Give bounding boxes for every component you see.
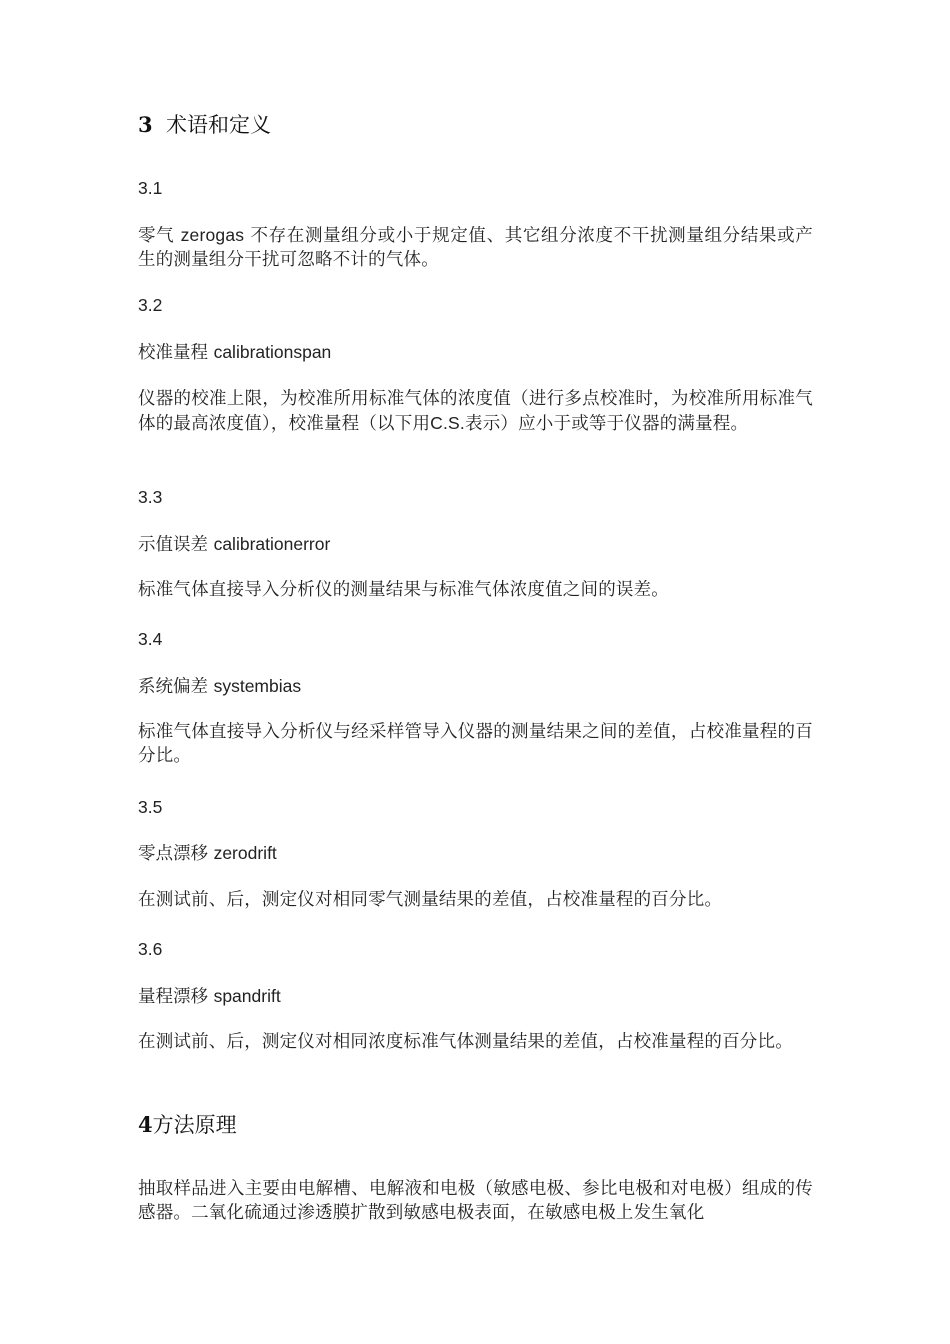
term-name-en: calibrationspan xyxy=(213,342,332,362)
term-name-zh: 系统偏差 xyxy=(138,677,208,697)
abbreviation: C.S. xyxy=(430,413,465,433)
term-name-zh: 量程漂移 xyxy=(138,987,208,1007)
term-definition-text: 不存在测量组分或小于规定值、其它组分浓度不干扰测量组分结果或产生的测量组分干扰可忽略不计的气体。 xyxy=(138,226,814,270)
term-number: 3.4 xyxy=(138,629,163,649)
term-name-en: spandrift xyxy=(213,986,281,1006)
term-definition xyxy=(138,387,813,436)
term-definition: 标准气体直接导入分析仪与经采样管导入仪器的测量结果之间的差值，占校准量程的百分比。 xyxy=(138,722,813,766)
section-heading-4 xyxy=(138,1111,813,1139)
term-definition: 在测试前、后，测定仪对相同零气测量结果的差值，占校准量程的百分比。 xyxy=(138,890,723,910)
term-number: 3.6 xyxy=(138,939,163,959)
term-definition-text: 仪器的校准上限，为校准所用标准气体的浓度值（进行多点校准时，为校准所用标准气体的最高浓度值），校准量程（以下用 xyxy=(138,389,813,434)
term-name-en: systembias xyxy=(213,676,302,696)
term-name xyxy=(138,984,813,1009)
term-name-zh: 零气 xyxy=(138,226,175,246)
term-name xyxy=(138,674,813,699)
term-number: 3.2 xyxy=(138,295,163,315)
term-name xyxy=(138,532,813,557)
term-name-zh: 示值误差 xyxy=(138,535,208,555)
term-number: 3.1 xyxy=(138,178,163,198)
term-definition: 在测试前、后，测定仪对相同浓度标准气体测量结果的差值，占校准量程的百分比。 xyxy=(138,1032,793,1052)
section-title: 术语和定义 xyxy=(165,113,271,137)
principle-paragraph: 抽取样品进入主要由电解槽、电解液和电极（敏感电极、参比电极和对电极）组成的传感器。二氧化硫通过渗透膜扩散到敏感电极表面，在敏感电极上发生氧化 xyxy=(138,1179,813,1223)
term-name-en: calibrationerror xyxy=(213,534,331,554)
term-name-zh: 校准量程 xyxy=(138,343,208,363)
term-number: 3.5 xyxy=(138,797,163,817)
section-number: 4 xyxy=(138,1112,153,1137)
section-number: 3 xyxy=(138,112,153,137)
section-heading-3 xyxy=(138,111,813,139)
term-name-zh: 零点漂移 xyxy=(138,844,208,864)
term-definition xyxy=(138,223,813,272)
section-title: 方法原理 xyxy=(152,1113,237,1137)
term-number: 3.3 xyxy=(138,487,163,507)
term-definition-text: 表示）应小于或等于仪器的满量程。 xyxy=(465,414,749,434)
term-name-en: zerodrift xyxy=(213,843,277,863)
term-name xyxy=(138,340,813,365)
term-name-en: zerogas xyxy=(180,225,245,245)
term-name xyxy=(138,841,813,866)
term-definition: 标准气体直接导入分析仪的测量结果与标准气体浓度值之间的误差。 xyxy=(138,580,669,600)
